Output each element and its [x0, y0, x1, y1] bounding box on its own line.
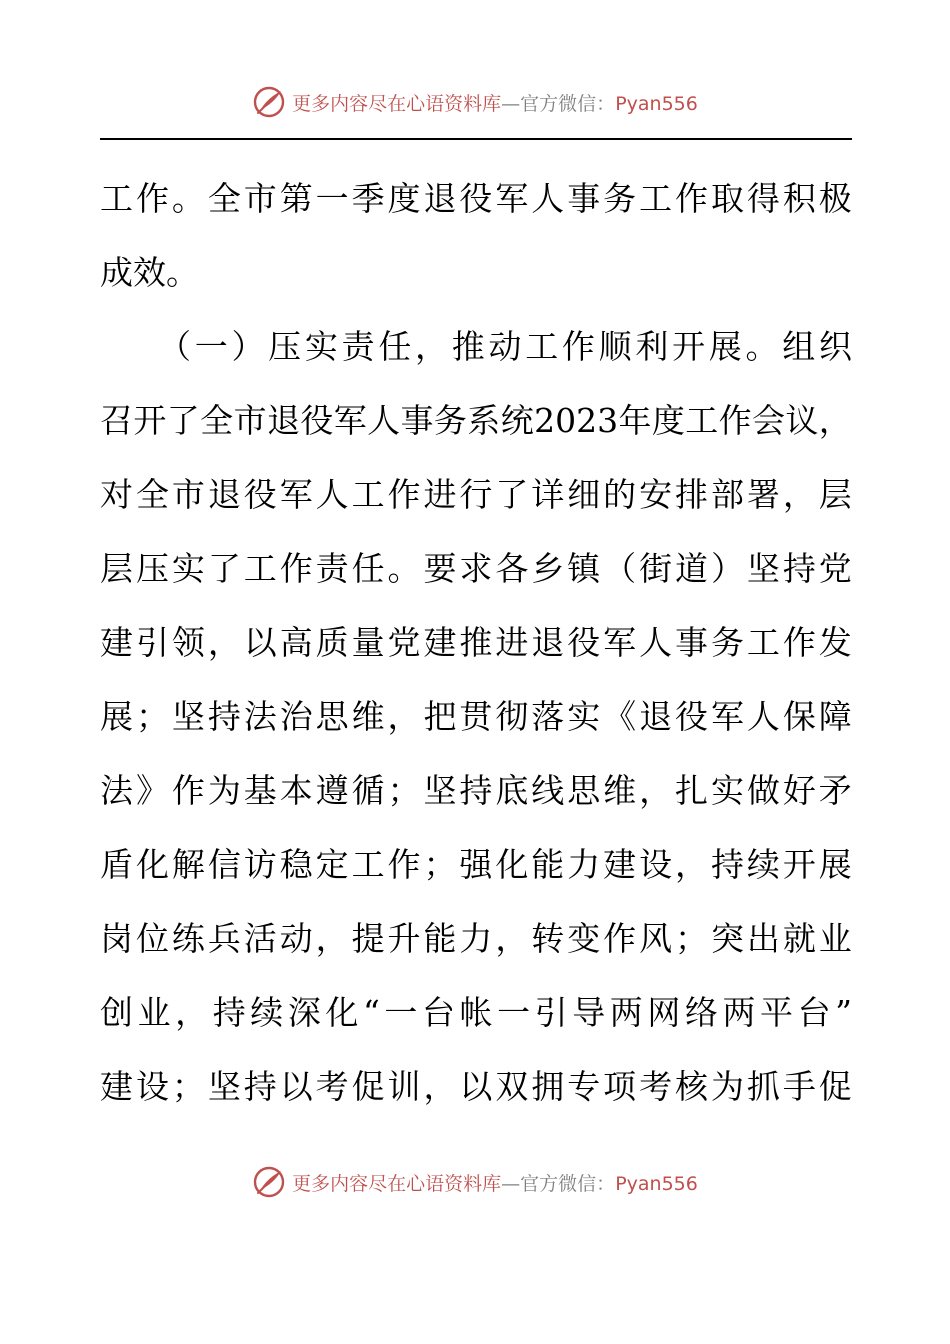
body-line: 展 ； 坚 持 法 治 思 维 ， 把 贯 彻 落 实 《 退 役 军 人 保 障 — [100, 697, 852, 736]
document-body — [100, 162, 852, 1124]
body-line: 建 引 领 ， 以 高 质 量 党 建 推 进 退 役 军 人 事 务 工 作 发 — [100, 623, 852, 662]
body-line: 盾 化 解 信 访 稳 定 工 作 ； 强 化 能 力 建 设 ， 持 续 开 展 — [100, 845, 852, 884]
header-divider — [100, 138, 852, 140]
footer-banner-text — [292, 1169, 698, 1196]
body-line: 召 开 了 全 市 退 役 军 人 事 务 系 统 2023 年 度 工 作 会 议 ， — [100, 401, 852, 440]
body-line: 建 设 ； 坚 持 以 考 促 训 ， 以 双 拥 专 项 考 核 为 抓 手 促 — [100, 1067, 852, 1106]
quill-logo-icon — [252, 1165, 286, 1199]
banner-wechat-label: 官方微信： — [520, 1172, 616, 1195]
banner-wechat-id: Pyan556 — [615, 1172, 698, 1195]
body-line: 创 业 ， 持 续 深 化 “ 一 台 帐 一 引 导 两 网 络 两 平 台 ” — [100, 993, 852, 1032]
banner-wechat-label: 官方微信： — [520, 92, 616, 115]
banner-site-name: 更多内容尽在心语资料库 — [292, 1172, 502, 1195]
body-line: 岗 位 练 兵 活 动 ， 提 升 能 力 ， 转 变 作 风 ； 突 出 就 业 — [100, 919, 852, 958]
banner-separator: — — [501, 1172, 521, 1195]
footer-banner — [0, 1160, 950, 1204]
section-heading-line: （ 一 ） 压 实 责 任 ， 推 动 工 作 顺 利 开 展 。 组 织 — [158, 327, 852, 366]
header-banner-text — [292, 89, 698, 116]
body-line: 层 压 实 了 工 作 责 任 。 要 求 各 乡 镇 （ 街 道 ） 坚 持 党 — [100, 549, 852, 588]
quill-logo-icon — [252, 85, 286, 119]
banner-separator: — — [501, 92, 521, 115]
body-line: 法 》 作 为 基 本 遵 循 ； 坚 持 底 线 思 维 ， 扎 实 做 好 矛 — [100, 771, 852, 810]
banner-wechat-id: Pyan556 — [615, 92, 698, 115]
body-line: 成效。 — [100, 253, 199, 292]
banner-site-name: 更多内容尽在心语资料库 — [292, 92, 502, 115]
body-line: 工 作 。 全 市 第 一 季 度 退 役 军 人 事 务 工 作 取 得 积 极 — [100, 179, 852, 218]
header-banner — [0, 80, 950, 124]
body-line: 对 全 市 退 役 军 人 工 作 进 行 了 详 细 的 安 排 部 署 ， 层 — [100, 475, 852, 514]
